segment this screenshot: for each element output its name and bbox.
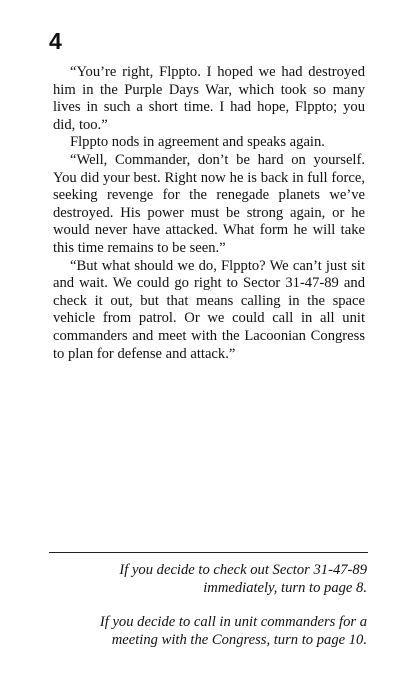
choice-text-line: meeting with the Congress, turn to page 10.: [111, 631, 367, 648]
choices-section: [47, 562, 367, 666]
choice-sector-page-8[interactable]: [47, 562, 367, 597]
story-paragraph: “Well, Commander, don’t be hard on yourself. You did your best. Right now he is back in full force, seeking revenge for the renegade planets we’ve destroyed. His power must be strong again, or he would never have attacked. What form he will take this time remains to be seen.”: [53, 151, 365, 256]
choice-text-line: If you decide to check out Sector 31-47-89: [119, 562, 367, 578]
story-text: [53, 64, 365, 363]
page-number: 4: [49, 28, 62, 54]
choice-congress-page-10[interactable]: [47, 614, 367, 649]
choices-divider: [49, 552, 368, 553]
story-paragraph: “But what should we do, Flppto? We can’t just sit and wait. We could go right to Sector 31-47-89 and check it out, but that means calling in the space vehicle from patrol. Or we could call in all unit commanders and meet with the Lacoonian Congress to plan for defense and attack.”: [53, 257, 365, 362]
choice-text-line: If you decide to call in unit commanders for a: [99, 614, 367, 631]
story-paragraph: Flppto nods in agreement and speaks again.: [70, 134, 325, 151]
story-paragraph: “You’re right, Flppto. I hoped we had destroyed him in the Purple Days War, which took so many lives in such a short time. I had hope, Flppto; you did, too.”: [53, 64, 365, 133]
choice-text-line: immediately, turn to page 8.: [203, 579, 367, 596]
